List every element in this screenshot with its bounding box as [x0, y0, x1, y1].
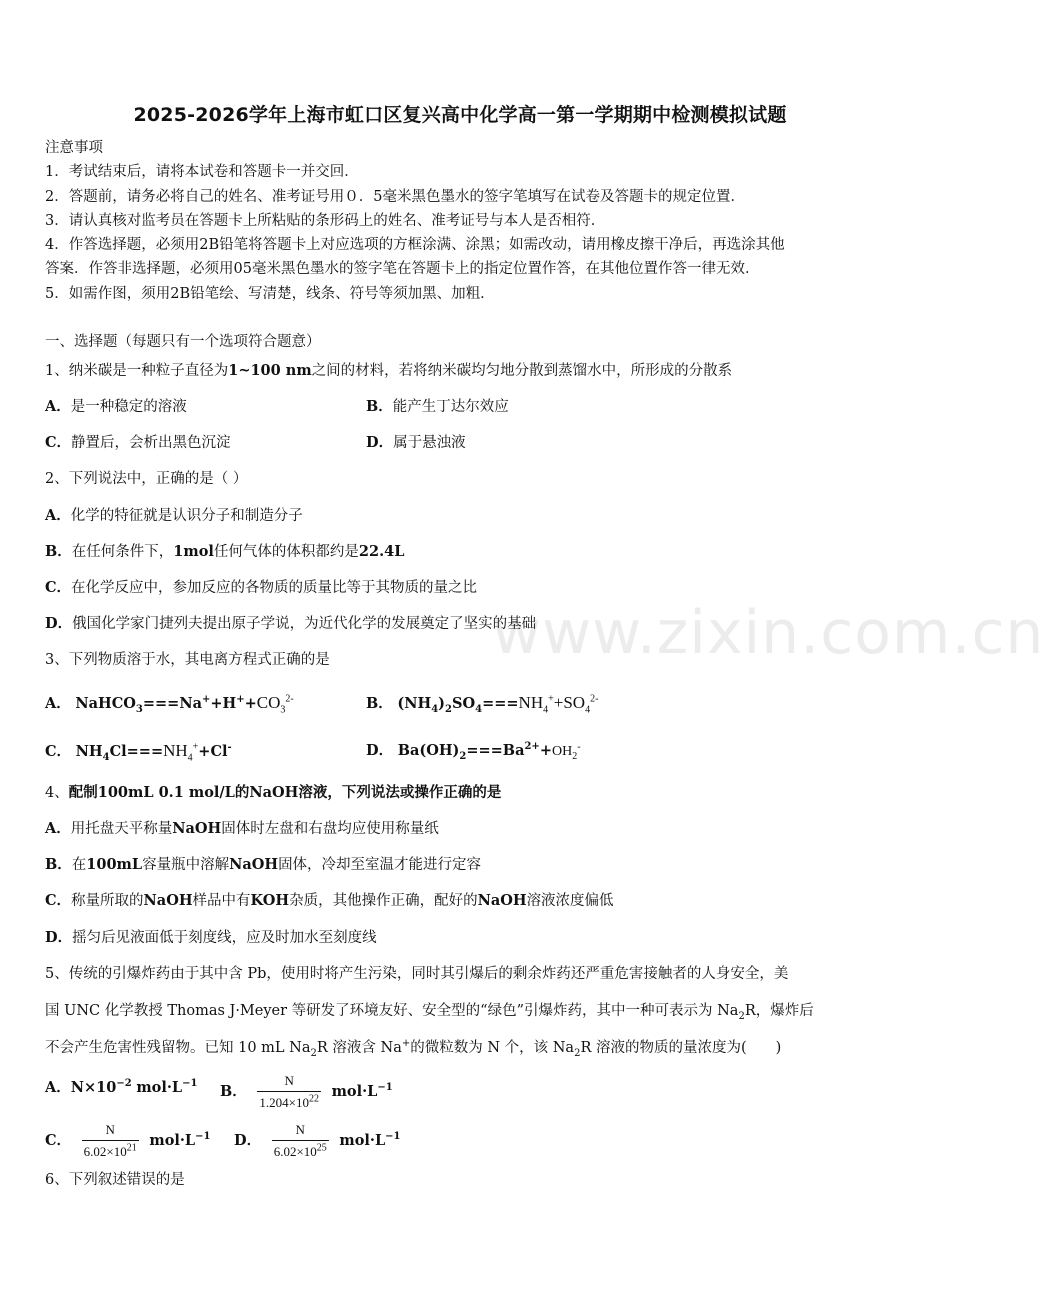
carbonate-ion: $CO_3^{2-}$: [256, 693, 294, 716]
q3-option-a[interactable]: A． $NaHCO_3===Na^++H^++CO_3^{2-}$: [45, 693, 294, 716]
question-5-stem-line: 国 UNC 化学教授 Thomas J·Meyer 等研发了环境友好、安全型的“绿色”引爆炸药，其中一种可表示为 $Na_2R$，爆炸后: [45, 1003, 814, 1022]
q3-option-c[interactable]: C． $NH_4Cl===NH_4^++Cl^-$: [45, 741, 232, 764]
question-2-stem: 2、下列说法中，正确的是（ ）: [45, 471, 248, 487]
section-heading: 一、选择题（每题只有一个选项符合题意）: [45, 334, 321, 350]
notice-item: 3．请认真核对监考员在答题卡上所粘贴的条形码上的姓名、准考证号与本人是否相符．: [45, 213, 606, 229]
q2-option-a[interactable]: A．化学的特征就是认识分子和制造分子: [45, 507, 303, 524]
question-5-stem-line: 5、传统的引爆炸药由于其中含 Pb，使用时将产生污染，同时其引爆后的剩余炸药还严重危害接触者的人身安全，美: [45, 966, 789, 982]
ammonium-ion: $NH_4^+$: [163, 741, 199, 764]
q5-option-c[interactable]: C． $\frac{N}{6.02\times 10^{21}}$ $mol\cdot L^{-1}$: [45, 1120, 210, 1162]
question-3-stem: 3、下列物质溶于水，其电离方程式正确的是: [45, 652, 330, 668]
q5-option-b[interactable]: B． $\frac{N}{1.204\times 10^{22}}$ $mol\cdot L^{-1}$: [220, 1071, 393, 1113]
q2-option-d[interactable]: D．俄国化学家门捷列夫提出原子学说，为近代化学的发展奠定了坚实的基础: [45, 615, 537, 632]
question-4-stem: 4、配制100mL 0.1 mol/L的NaOH溶液，下列说法或操作正确的是: [45, 784, 502, 801]
q3-option-d[interactable]: D． $Ba(OH)_2===Ba^{2+}+OH_2^-$: [366, 741, 581, 762]
hydroxide-ion: $OH_2^-$: [551, 741, 581, 762]
notice-heading: 注意事项: [45, 140, 103, 156]
q4-option-b[interactable]: B．在100mL容量瓶中溶解NaOH固体，冷却至室温才能进行定容: [45, 856, 482, 873]
notice-item: 5．如需作图，须用2B铅笔绘、写清楚，线条、符号等须加黑、加粗．: [45, 286, 495, 302]
q3-option-b[interactable]: B． $(NH_4)_2SO_4===NH_4^++SO_4^{2-}$: [366, 693, 599, 716]
q4-option-d[interactable]: D．摇匀后见液面低于刻度线，应及时加水至刻度线: [45, 929, 377, 946]
q5-option-a[interactable]: A．$N\times 10^{-2}$ $mol\cdot L^{-1}$: [45, 1078, 198, 1096]
question-1-stem: 1、纳米碳是一种粒子直径为1~100 nm之间的材料，若将纳米碳均匀地分散到蒸馏水中，所形成的分散系: [45, 362, 733, 379]
q5-option-d[interactable]: D． $\frac{N}{6.02\times 10^{25}}$ $mol\cdot L^{-1}$: [234, 1120, 401, 1162]
question-5-stem-line: 不会产生危害性残留物。已知 10 mL $Na_2R$ 溶液含 Na+的微粒数为 N 个，该 $Na_2R$ 溶液的物质的量浓度为( ): [45, 1038, 782, 1059]
question-6-stem: 6、下列叙述错误的是: [45, 1172, 185, 1188]
fraction-b: $\frac{N}{1.204\times 10^{22}}$: [257, 1071, 321, 1113]
notice-item: 答案．作答非选择题，必须用05毫米黑色墨水的签字笔在答题卡上的指定位置作答，在其他位置作答一律无效．: [45, 261, 760, 277]
q1-option-c[interactable]: C．静置后，会析出黑色沉淀: [45, 434, 231, 451]
q3-d-formula: $Ba(OH)_2===Ba^{2+}+$: [397, 741, 552, 762]
q3-c-formula: $NH_4Cl===$: [75, 743, 164, 763]
q2-option-c[interactable]: C．在化学反应中，参加反应的各物质的质量比等于其物质的量之比: [45, 579, 478, 596]
fraction-c: $\frac{N}{6.02\times 10^{21}}$: [82, 1120, 139, 1162]
q2-option-b[interactable]: B．在任何条件下，1mol任何气体的体积都约是22.4L: [45, 543, 405, 560]
notice-item: 2．答题前，请务必将自己的姓名、准考证号用０．5毫米黑色墨水的签字笔填写在试卷及答题卡的规定位置．: [45, 189, 745, 205]
q4-option-a[interactable]: A．用托盘天平称量NaOH固体时左盘和右盘均应使用称量纸: [45, 820, 439, 837]
q3-a-formula: NaHCO$_3$===Na++H++: [75, 694, 257, 715]
page-title: 2025-2026学年上海市虹口区复兴高中化学高一第一学期期中检测模拟试题: [133, 104, 787, 126]
fraction-d: $\frac{N}{6.02\times 10^{25}}$: [272, 1120, 329, 1162]
q4-option-c[interactable]: C．称量所取的NaOH样品中有KOH杂质，其他操作正确，配好的NaOH溶液浓度偏低: [45, 892, 614, 909]
notice-item: 1．考试结束后，请将本试卷和答题卡一并交回．: [45, 164, 359, 180]
q1-option-a[interactable]: A．是一种稳定的溶液: [45, 398, 187, 415]
ammonium-sulfate-ions: $NH_4^++SO_4^{2-}$: [518, 693, 599, 716]
q1-option-b[interactable]: B．能产生丁达尔效应: [366, 398, 509, 415]
q1-option-d[interactable]: D．属于悬浊液: [366, 434, 466, 451]
notice-item: 4．作答选择题，必须用2B铅笔将答题卡上对应选项的方框涂满、涂黑；如需改动，请用橡皮擦干净后，再选涂其他: [45, 237, 785, 253]
watermark: www.zixin.com.cn: [492, 598, 1044, 668]
q3-b-formula: $(NH_4)_2SO_4===$: [397, 695, 519, 715]
